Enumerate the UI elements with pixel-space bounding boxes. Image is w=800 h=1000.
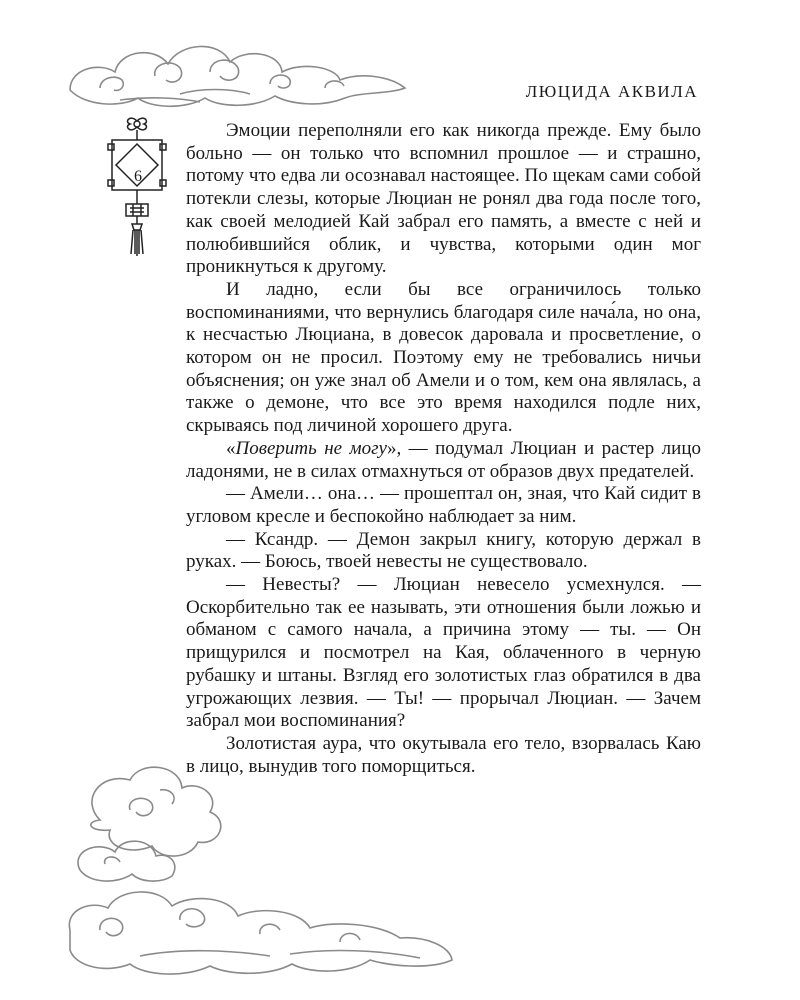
quote-open: « [226,437,236,459]
page-number: 6 [134,168,142,185]
paragraph: — Невесты? — Люциан невесело усмехнулся. — Оскорбительно так ее называть, эти отношения были ложью и обманом с самого начала, а причина этому — ты. — Он прищурился и посмотрел на Кая, облаченного в черную рубашку и штаны. Взгляд его золотистых глаз обратился в два угрожающих лезвия. — Ты! — прорычал Люциан. — Зачем забрал мои воспоминания? [186,574,701,732]
quote-rest: », — подумал Люциан и растер лицо ладонями, не в силах отмахнуться от образов двух предателей. [186,437,701,482]
running-title: ЛЮЦИДА АКВИЛА [525,82,698,101]
body-text [186,120,701,778]
quote-italic: Поверить не могу [235,437,387,459]
chinese-knot-ornament-icon [100,112,174,262]
paragraph: — Ксандр. — Демон закрыл книгу, которую держал в руках. — Боюсь, твоей невесты не существовало. [186,528,701,573]
paragraph: Золотистая аура, что окутывала его тело, взорвалась Каю в лицо, вынудив того поморщиться. [186,732,701,777]
paragraph: — Амели… она… — прошептал он, зная, что Кай сидит в угловом кресле и беспокойно наблюдает за ним. [186,483,701,527]
paragraph: Эмоции переполняли его как никогда прежде. Ему было больно — он только что вспомнил прошлое — и страшно, потому что едва ли осознавал настоящее. По щекам сами собой потекли слезы, которые Люциан не ронял два года после того, как своей мелодией Кай забрал его память, а вместе с ней и полюбившийся облик, и чувства, которыми один мог проникнуться к другому. [186,120,701,278]
quote-paragraph [186,438,701,483]
cloud-ornament-bottom [60,760,460,990]
cloud-ornament-top [60,28,420,118]
paragraph: И ладно, если бы все ограничилось только воспоминаниями, что вернулись благодаря силе нача́ла, но она, к несчастью Люциана, в довесок даровала и просветление, о котором он не просил. Поэтому ему не требовались ничьи объяснения; он уже знал об Амели и о том, кем она являлась, а также о демоне, что все это время находился подле них, скрываясь под личиной хорошего друга. [186,278,701,437]
